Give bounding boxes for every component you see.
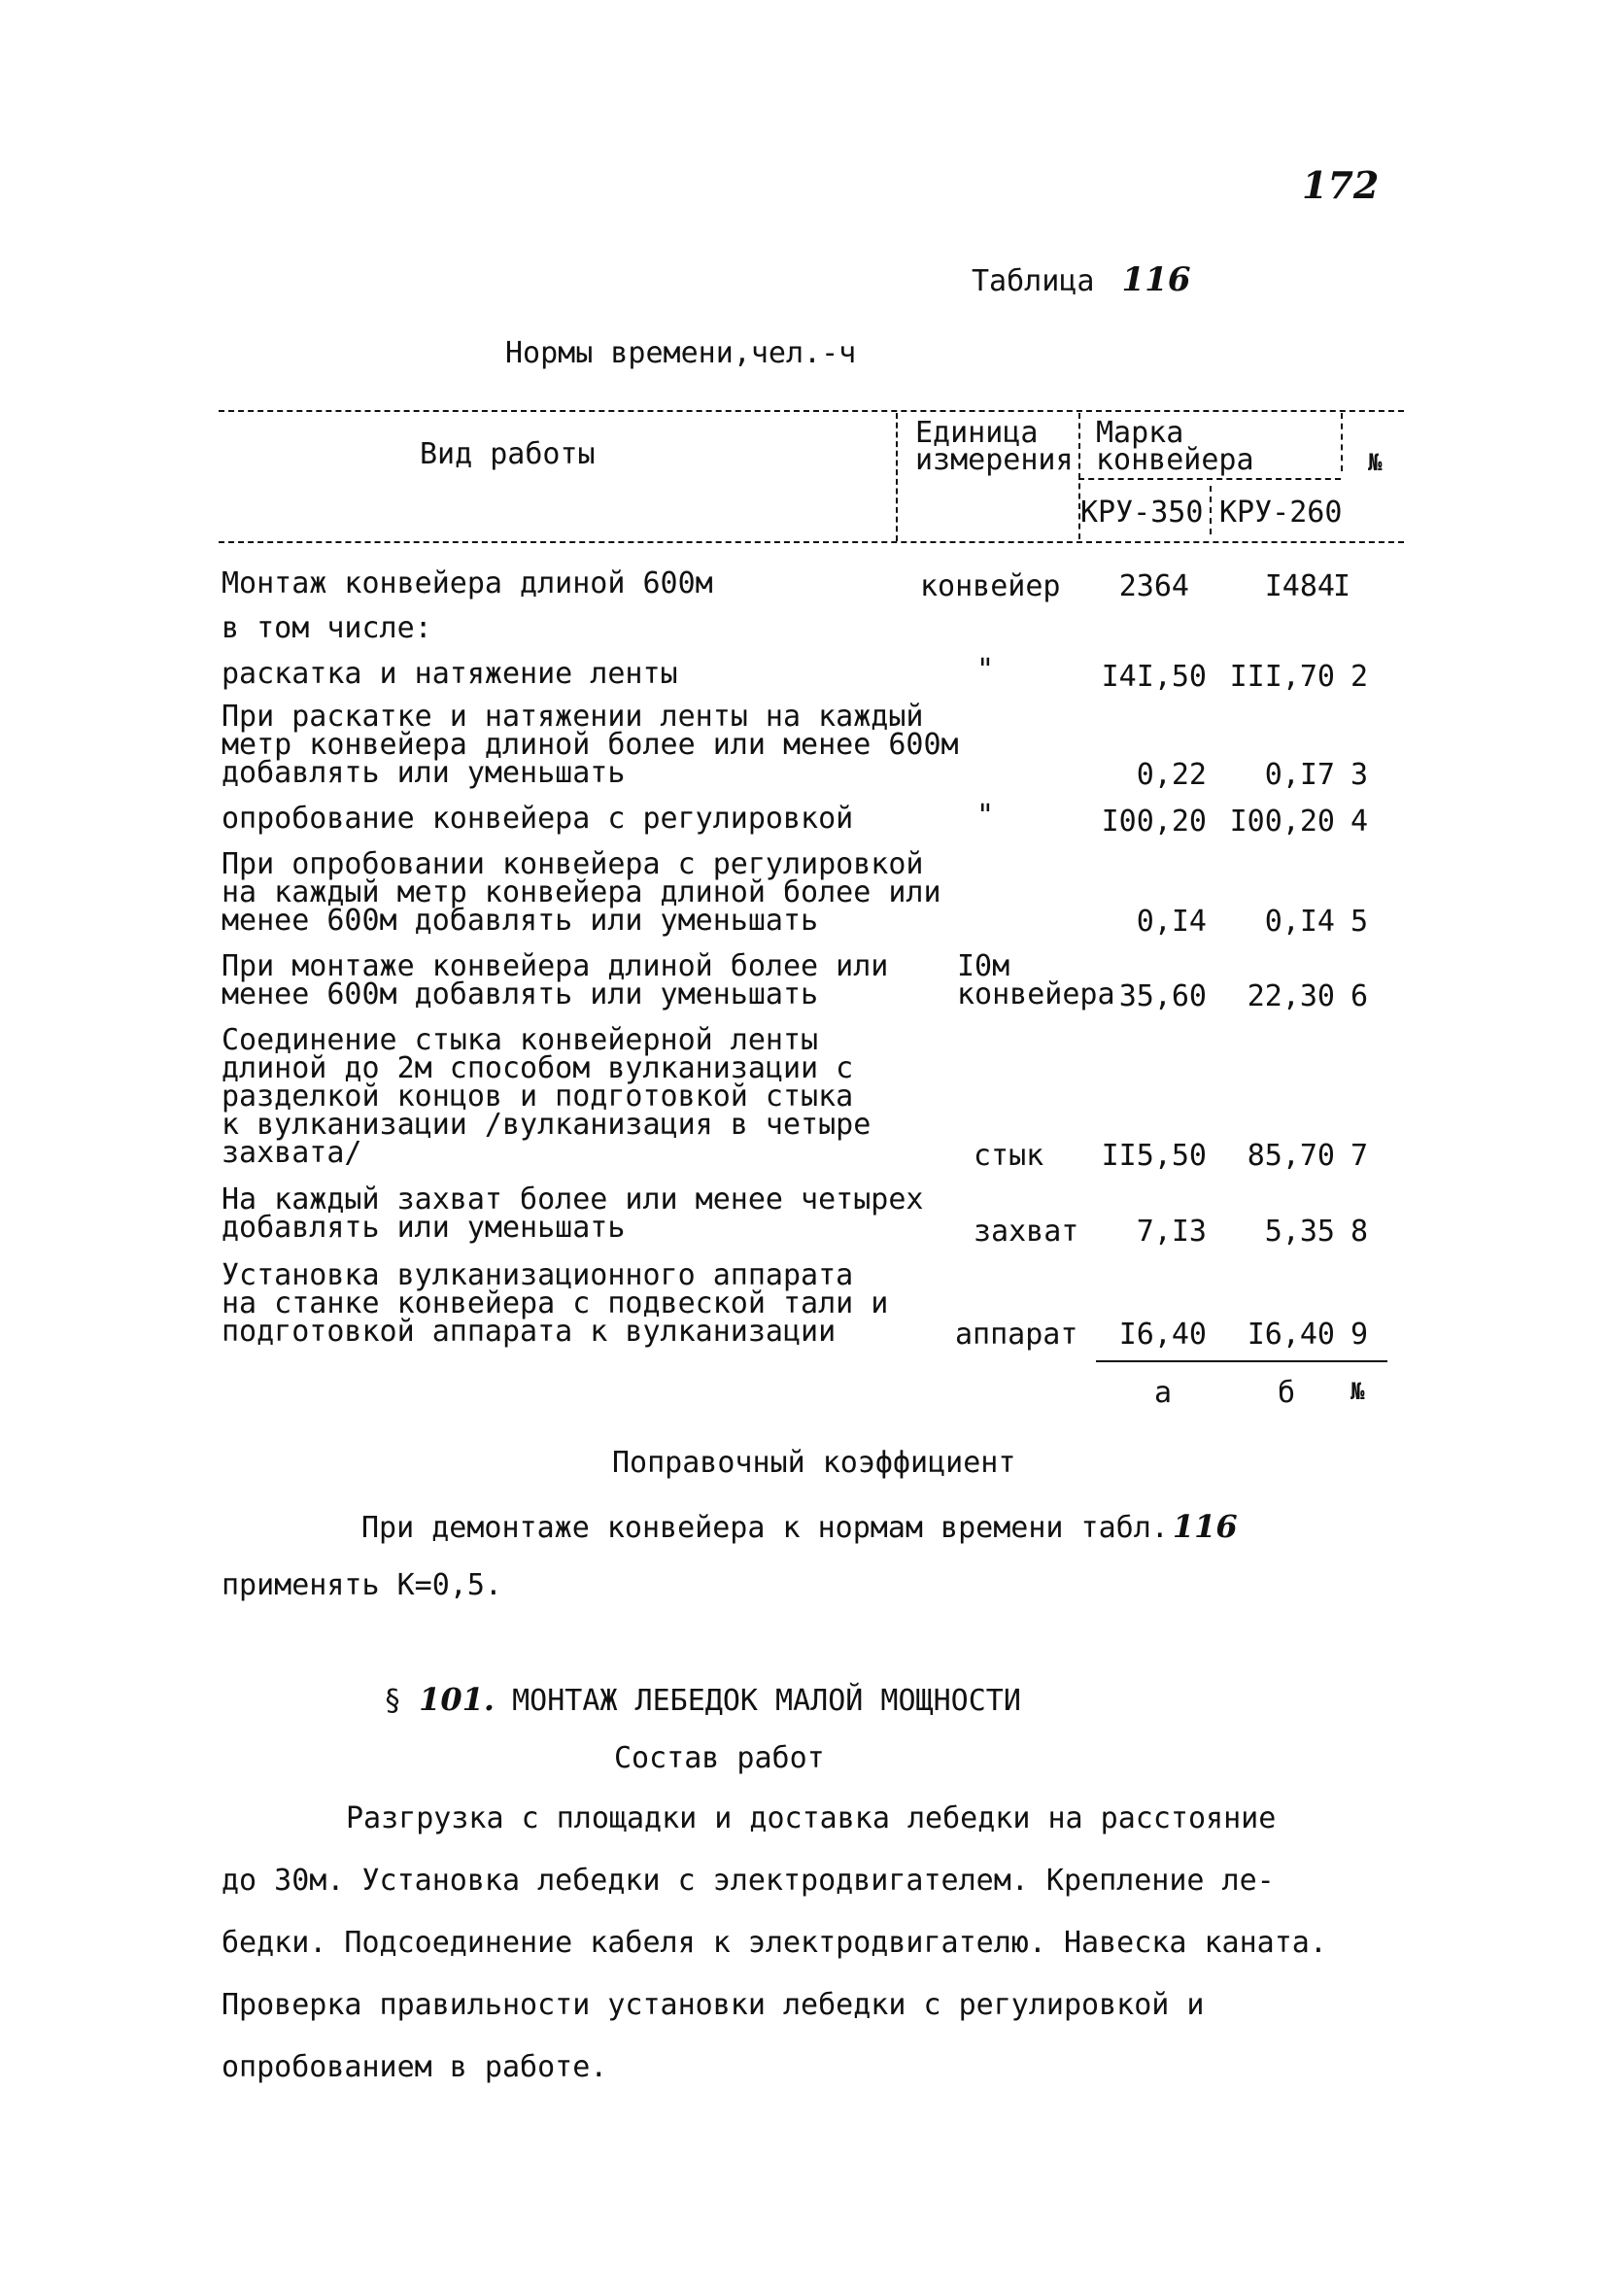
correction-text: При демонтаже конвейера к нормам времени табл.	[361, 1511, 1169, 1545]
header-brand-line2: конвейера	[1096, 443, 1254, 477]
row-1-a: 2364	[1118, 569, 1189, 603]
row-5-n: 4	[1351, 805, 1369, 839]
header-bottom-rule	[219, 541, 1404, 543]
row-5-a: I00,20	[1101, 805, 1207, 839]
row-7-a: 35,60	[1118, 979, 1207, 1013]
row-4-a: 0,22	[1136, 758, 1207, 792]
section-body	[222, 1788, 1327, 2099]
row-8-a: II5,50	[1101, 1139, 1207, 1173]
row-9-n: 8	[1351, 1215, 1369, 1249]
row-3-b: III,70	[1229, 660, 1335, 694]
section-title: МОНТАЖ ЛЕБЕДОК МАЛОЙ МОЩНОСТИ	[512, 1684, 1021, 1718]
header-col-b: КРУ-260	[1219, 496, 1343, 530]
table-top-rule	[219, 410, 1404, 412]
section-heading	[384, 1681, 1021, 1718]
header-unit-line1: Единица	[915, 416, 1039, 450]
section-body-line-5: опробованием в работе.	[222, 2050, 608, 2084]
row-7-b: 22,30	[1247, 979, 1335, 1013]
section-body-line-1: Разгрузка с площадки и доставка лебедки на расстояние	[346, 1801, 1277, 1835]
row-6-b: 0,I4	[1264, 905, 1335, 939]
row-1-n: I	[1333, 569, 1351, 603]
row-8-unit: стык	[974, 1139, 1044, 1173]
table-end-rule	[1096, 1360, 1387, 1362]
header-unit-line2: измерения	[915, 443, 1074, 477]
table-caption-label: Таблица	[972, 264, 1095, 298]
header-divider-1	[896, 413, 898, 541]
correction-table-ref: 116	[1172, 1508, 1238, 1545]
row-5-unit: "	[976, 799, 995, 833]
footer-letter-a: а	[1154, 1376, 1173, 1410]
section-prefix: §	[384, 1684, 402, 1718]
header-divider-4	[1210, 486, 1212, 534]
row-10-a: I6,40	[1118, 1318, 1207, 1352]
section-number: 101.	[419, 1681, 496, 1718]
section-body-line-2: до 30м. Установка лебедки с электродвигателем. Крепление ле-	[222, 1864, 1275, 1898]
header-col-a: КРУ-350	[1080, 496, 1204, 530]
correction-text-line1	[361, 1508, 1238, 1545]
section-subtitle: Состав работ	[614, 1741, 825, 1775]
table-caption-number: 116	[1121, 260, 1191, 299]
row-8-work: Соединение стыка конвейерной ленты длиной до 2м способом вулканизации с разделкой концов и подготовкой стыка к вулканизации /вулканизация в четыре захвата/	[222, 1023, 872, 1170]
row-7-unit: I0м конвейера	[957, 949, 1115, 1011]
table-title: Нормы времени,чел.-ч	[505, 336, 857, 370]
header-unit	[915, 416, 1074, 477]
row-1-unit: конвейер	[920, 569, 1061, 603]
row-4-b: 0,I7	[1264, 758, 1335, 792]
row-1-work: Монтаж конвейера длиной 600м	[222, 566, 713, 600]
correction-title: Поправочный коэффициент	[612, 1446, 1016, 1480]
row-8-n: 7	[1351, 1139, 1369, 1173]
row-3-work: раскатка и натяжение ленты	[222, 657, 678, 691]
table-caption	[972, 260, 1190, 299]
header-brand-line1: Марка	[1096, 416, 1184, 450]
row-9-b: 5,35	[1264, 1215, 1335, 1249]
section-body-line-4: Проверка правильности установки лебедки с регулировкой и	[222, 1988, 1205, 2022]
row-8-b: 85,70	[1247, 1139, 1335, 1173]
section-body-line-3: бедки. Подсоединение кабеля к электродвигателю. Навеска каната.	[222, 1926, 1327, 1960]
row-6-n: 5	[1351, 905, 1369, 939]
row-9-a: 7,I3	[1136, 1215, 1207, 1249]
footer-letter-no: №	[1351, 1378, 1365, 1405]
row-7-n: 6	[1351, 979, 1369, 1013]
row-7-work: При монтаже конвейера длиной более или менее 600м добавлять или уменьшать	[222, 949, 889, 1011]
row-9-unit: захват	[974, 1215, 1079, 1249]
header-work-type: Вид работы	[420, 437, 596, 471]
row-9-work: На каждый захват более или менее четырех добавлять или уменьшать	[222, 1182, 924, 1245]
row-10-b: I6,40	[1247, 1318, 1335, 1352]
header-brand	[1096, 416, 1254, 477]
row-4-n: 3	[1351, 758, 1369, 792]
row-3-unit: "	[976, 653, 995, 687]
row-5-b: I00,20	[1229, 805, 1335, 839]
row-6-work: При опробовании конвейера с регулировкой на каждый метр конвейера длиной более или менее 600м добавлять или уменьшать	[222, 847, 941, 938]
row-3-a: I4I,50	[1101, 660, 1207, 694]
header-no: №	[1368, 449, 1383, 476]
row-10-unit: аппарат	[955, 1318, 1078, 1352]
footer-letter-b: б	[1278, 1376, 1296, 1410]
row-1-b: I484	[1264, 569, 1335, 603]
brand-under-rule	[1078, 478, 1341, 480]
header-divider-3	[1341, 413, 1343, 471]
page-number: 172	[1302, 163, 1380, 207]
row-10-n: 9	[1351, 1318, 1369, 1352]
row-3-n: 2	[1351, 660, 1369, 694]
correction-text-line2: применять К=0,5.	[222, 1568, 502, 1602]
row-2-work: в том числе:	[222, 611, 432, 645]
row-10-work: Установка вулканизационного аппарата на станке конвейера с подвеской тали и подготовкой аппарата к вулканизации	[222, 1258, 889, 1349]
row-4-work: При раскатке и натяжении ленты на каждый метр конвейера длиной более или менее 600м добавлять или уменьшать	[222, 700, 959, 790]
row-5-work: опробование конвейера с регулировкой	[222, 802, 854, 836]
row-6-a: 0,I4	[1136, 905, 1207, 939]
